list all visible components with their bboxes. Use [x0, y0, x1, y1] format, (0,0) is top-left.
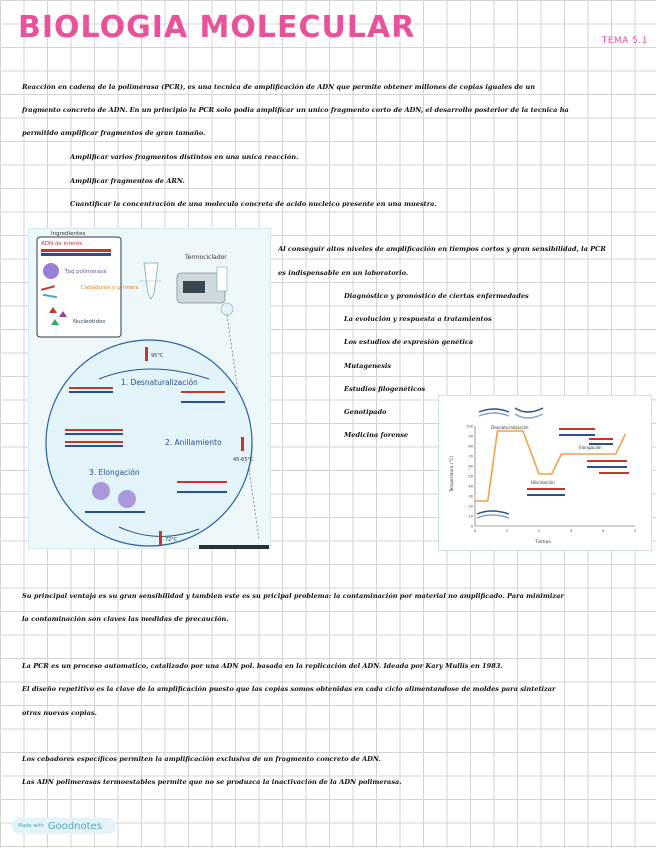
paragraph-2-line-2: El diseño repetitivo es la clave de la amplificación puesto que las copias somos obtenidas en cada ciclo alimentandose de moldes para sintetizar — [22, 685, 556, 693]
thermocycler-label: Termociclador — [185, 254, 227, 261]
primer-strand — [599, 472, 629, 474]
y-tick-label: 10 — [468, 514, 473, 519]
y-tick-label: 20 — [468, 504, 473, 509]
temp-elongation: 72°C — [165, 537, 178, 543]
application-bullet: • Los estudios de expresión genética — [344, 331, 594, 355]
middle-line-1: Al conseguir altos niveles de amplificación en tiempos cortos y gran sensibilidad, la PCR — [278, 245, 606, 253]
intro-line-1: Reacción en cadena de la polimerasa (PCR), es una tecnica de amplificación de ADN que permite obtener millones de copias iguales de un — [22, 83, 536, 91]
step-elongation: 3. Elongación — [89, 468, 140, 477]
step-annealing: 2. Anillamiento — [165, 438, 222, 447]
y-tick-label: 70 — [468, 454, 473, 459]
made-with-label: Made with — [18, 823, 44, 829]
small-tube-icon — [217, 267, 227, 291]
ingredients-title: Ingredientes — [51, 231, 86, 237]
y-axis-label: Temperatura (°C) — [449, 455, 454, 493]
dna-strand — [477, 515, 509, 518]
dna-strand — [69, 387, 113, 389]
x-tick-label: 5 — [633, 529, 637, 533]
x-axis-label: Tiempo — [535, 539, 551, 544]
step-denaturation: 1. Desnaturalización — [121, 378, 198, 387]
y-tick-label: 80 — [468, 444, 473, 449]
primer-strand — [559, 434, 595, 436]
dna-strand — [85, 511, 145, 513]
dna-strand — [177, 481, 227, 483]
goodnotes-badge — [12, 818, 116, 834]
primer-strand — [527, 494, 565, 496]
y-tick-label: 0 — [470, 524, 473, 529]
temp-denaturation: 95°C — [151, 353, 164, 359]
paragraph-1-line-1: Su principal ventaja es su gran sensibilidad y tambien este es su pricipal problema: la contaminación por material no amplificado. Para minimizar — [22, 592, 564, 600]
intro-bullet: • Cuantificar la concentración de una molecula concreta de acido nucleico presente en una muestra. — [70, 193, 630, 217]
thermometer-icon — [145, 347, 148, 361]
intro-line-2: fragmento concreto de ADN. En un principio la PCR solo podia amplificar un unico fragmento corto de ADN, el desarrollo posterior de la tecnica ha — [22, 106, 569, 114]
zoom-circle — [221, 303, 233, 315]
x-tick-label: 3 — [569, 529, 573, 533]
paragraph-2-line-1: La PCR es un proceso automatico, catalizado por una ADN pol. basada en la replicación del ADN. Ideada por Kary Mullis en 1983. — [22, 662, 503, 670]
y-tick-label: 100 — [466, 424, 473, 429]
x-tick-label: 4 — [601, 529, 605, 533]
dna-strand — [181, 401, 225, 403]
annotation-elongation: Elongación — [579, 445, 602, 450]
primer-strand — [587, 460, 627, 462]
dna-strand — [515, 408, 543, 412]
temperature-chart-svg — [439, 396, 653, 552]
taq-enzyme-icon — [92, 482, 110, 500]
thermometer-icon — [159, 531, 162, 545]
intro-line-3: permitido amplificar fragmentos de gran tamaño. — [22, 129, 206, 137]
annotation-hybridization: Hibridación — [531, 480, 555, 485]
middle-line-2: es indispensable en un laboratorio. — [278, 269, 409, 277]
application-bullet: • Diagnóstico y pronóstico de ciertas enfermedades — [344, 285, 594, 309]
paragraph-2-line-3: otras nuevas copias. — [22, 709, 97, 717]
application-bullet: • Estudios filogenéticos — [344, 378, 594, 402]
ingredient-nucleotides: Nucleótidos — [73, 319, 106, 325]
intro-bullet: • Amplificar varios fragmentos distintos en una unica reacción. — [70, 146, 570, 170]
primer-strand — [587, 466, 627, 468]
dna-strand — [181, 391, 225, 393]
credit-bar — [199, 545, 269, 549]
y-tick-label: 60 — [468, 464, 473, 469]
temp-annealing: 45-65°C — [233, 457, 254, 463]
y-tick-label: 90 — [468, 434, 473, 439]
goodnotes-label: Goodnotes — [47, 820, 102, 832]
application-bullet: • Mutagenesis — [344, 355, 594, 379]
x-tick-label: 1 — [505, 529, 509, 533]
dna-strand — [479, 413, 509, 416]
pcr-diagram-svg — [29, 229, 272, 550]
application-bullet: • La evolución y respuesta a tratamientos — [344, 308, 594, 332]
primer-strand — [559, 428, 595, 430]
dna-strand — [65, 433, 123, 435]
dna-strand — [65, 429, 123, 431]
pcr-diagram — [28, 228, 271, 549]
topic-label: TEMA 5.1 — [601, 36, 648, 46]
dna-strand — [65, 445, 123, 447]
taq-polymerase-icon — [43, 263, 59, 279]
y-tick-label: 40 — [468, 484, 473, 489]
dna-strand — [479, 409, 509, 412]
ingredient-dna: ADN de interés — [41, 241, 83, 247]
thermometer-icon — [241, 437, 244, 451]
application-bullet: • Genotipado — [344, 401, 434, 425]
primer-strand — [589, 438, 613, 440]
primer-strand — [527, 488, 565, 490]
x-tick-label: 2 — [537, 529, 541, 533]
intro-bullet: • Amplificar fragmentos de ARN. — [70, 170, 570, 194]
dna-strand-icon — [41, 253, 111, 256]
application-bullet: • Medicina forense — [344, 424, 434, 448]
temperature-chart — [438, 395, 652, 551]
annotation-denaturation: Desnaturalización — [491, 425, 529, 430]
dna-strand — [65, 441, 123, 443]
dna-strand — [515, 414, 543, 418]
paragraph-1-line-2: la contaminación son claves las medidas de precaución. — [22, 615, 229, 623]
ingredient-taq: Taq polimerasa — [65, 269, 107, 275]
paragraph-3-line-2: Las ADN polimerasas termoestables permite que no se produzca la inactivación de la ADN polimerasa. — [22, 778, 402, 786]
ingredient-primers: Cebadores o primers — [81, 285, 139, 291]
y-tick-label: 50 — [468, 474, 473, 479]
dna-strand — [177, 491, 227, 493]
thermocycler-screen — [183, 281, 205, 293]
dna-strand — [477, 511, 509, 514]
dna-strand — [69, 391, 113, 393]
page-title: BIOLOGIA MOLECULAR — [18, 10, 416, 45]
dna-strand-icon — [41, 249, 111, 252]
x-tick-label: 0 — [473, 529, 477, 533]
taq-enzyme-icon — [118, 490, 136, 508]
paragraph-3-line-1: Los cebadores específicos permiten la amplificación exclusiva de un fragmento concreto de ADN. — [22, 755, 381, 763]
y-tick-label: 30 — [468, 494, 473, 499]
